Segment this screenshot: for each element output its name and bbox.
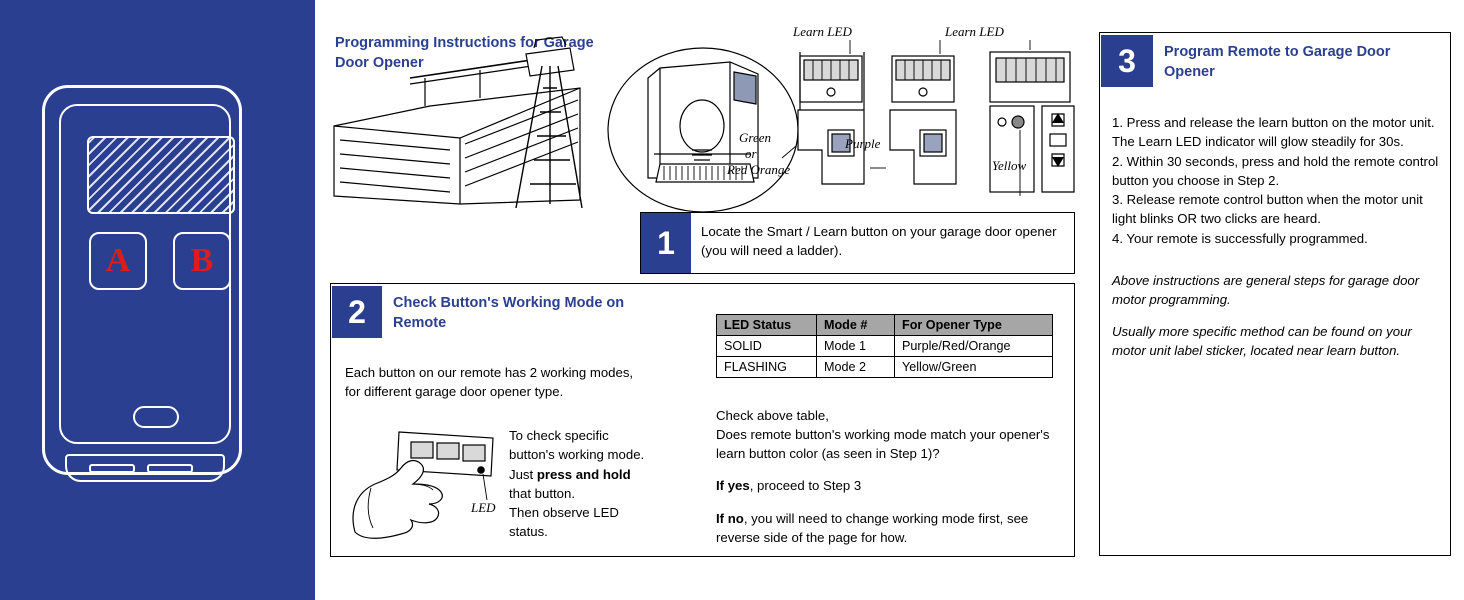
step-2-instruction-line-2-suffix: that button.	[509, 485, 575, 501]
cell-led-status-solid: SOLID	[717, 336, 817, 357]
label-learn-led-right: Learn LED	[945, 24, 1004, 39]
step-2-instruction-line-1: To check specific button's working mode.	[509, 428, 645, 463]
step-2-check-block	[716, 406, 1061, 560]
cell-mode-1: Mode 1	[817, 336, 895, 357]
if-yes-line	[716, 476, 1061, 495]
label-learn-led-left: Learn LED	[793, 24, 852, 39]
table-header-led-status: LED Status	[717, 315, 817, 336]
page-title: Programming Instructions for Garage Door Opener	[335, 35, 594, 71]
if-yes-text: , proceed to Step 3	[749, 478, 862, 494]
remote-base-slot-2	[147, 464, 193, 473]
step-3-line-3: 3. Release remote control button when the motor unit light blinks OR two clicks are heard.	[1112, 192, 1423, 227]
step-3-line-4: 4. Your remote is successfully programmed.	[1112, 230, 1368, 246]
if-no-label: If no	[716, 510, 744, 526]
cell-led-status-flashing: FLASHING	[717, 357, 817, 378]
if-yes-label: If yes	[716, 478, 750, 494]
step-3-line-1: 1. Press and release the learn button on the motor unit. The Learn LED indicator will glow steadily for 30s.	[1112, 115, 1435, 150]
label-or: or	[745, 146, 757, 161]
remote-inner-outline	[59, 104, 231, 444]
hand-art-led-label: LED	[471, 500, 496, 515]
label-green: Green	[739, 130, 772, 145]
middle-column	[330, 0, 1075, 600]
remote-base-slot-1	[89, 464, 135, 473]
cell-opener-type-2: Yellow/Green	[895, 357, 1053, 378]
table-header-opener-type: For Opener Type	[895, 315, 1053, 336]
if-no-text: , you will need to change working mode first, see reverse side of the page for how.	[716, 510, 1029, 545]
check-paragraph	[716, 406, 1061, 463]
remote-led-window	[133, 406, 179, 428]
cell-mode-2: Mode 2	[817, 357, 895, 378]
step-3-note-1: Above instructions are general steps for garage door motor programming.	[1112, 273, 1420, 308]
remote-button-b-label: B	[190, 242, 214, 279]
step-3-number: 3	[1101, 35, 1153, 87]
check-question: Does remote button's working mode match your opener's learn button color (as seen in Step 1)?	[716, 427, 1050, 462]
step-3-steps	[1112, 113, 1446, 248]
label-yellow: Yellow	[992, 158, 1027, 173]
step-1-box	[640, 212, 1075, 274]
remote-button-a-label: A	[105, 242, 131, 279]
if-no-line	[716, 509, 1061, 547]
step-2-subtitle: Each button on our remote has 2 working modes, for different garage door opener type.	[345, 365, 634, 400]
label-purple: Purple	[845, 136, 881, 151]
hand-pressing-remote-artwork	[341, 414, 511, 544]
step-1-number: 1	[641, 213, 691, 273]
remote-illustration	[42, 85, 257, 485]
step-3-note-2: Usually more specific method can be found on your motor unit label sticker, located near learn button.	[1112, 323, 1412, 358]
step-2-instruction-emphasis: press and hold	[536, 466, 631, 482]
step-2-box	[330, 283, 1075, 557]
remote-base	[65, 454, 225, 482]
remote-hatched-area	[87, 136, 235, 214]
step-2-instructions	[509, 426, 649, 542]
step-2-instruction-line-2-prefix: Just	[509, 466, 537, 482]
check-heading: Check above table,	[716, 408, 829, 423]
step-3-notes	[1112, 271, 1442, 372]
table-row	[717, 336, 1053, 357]
step-2-instruction-line-3: Then observe LED status.	[509, 505, 619, 540]
label-red-orange: Red Orange	[727, 162, 791, 177]
remote-button-b	[173, 232, 231, 290]
step-3-box	[1099, 32, 1451, 556]
remote-button-a	[89, 232, 147, 290]
step-3-title: Program Remote to Garage Door Opener	[1164, 44, 1391, 80]
cell-opener-type-1: Purple/Red/Orange	[895, 336, 1053, 357]
step-3-line-2: 2. Within 30 seconds, press and hold the remote control button you choose in Step 2.	[1112, 153, 1439, 188]
left-brand-panel	[0, 0, 315, 600]
table-row	[717, 357, 1053, 378]
step-2-title: Check Button's Working Mode on Remote	[393, 295, 625, 331]
table-header-row	[717, 315, 1053, 336]
led-status-table	[716, 314, 1053, 378]
remote-body-outline	[42, 85, 242, 475]
opener-artwork	[330, 18, 1075, 208]
step-2-number: 2	[332, 286, 382, 338]
step-1-text: Locate the Smart / Learn button on your garage door opener (you will need a ladder).	[701, 224, 1057, 258]
table-header-mode: Mode #	[817, 315, 895, 336]
